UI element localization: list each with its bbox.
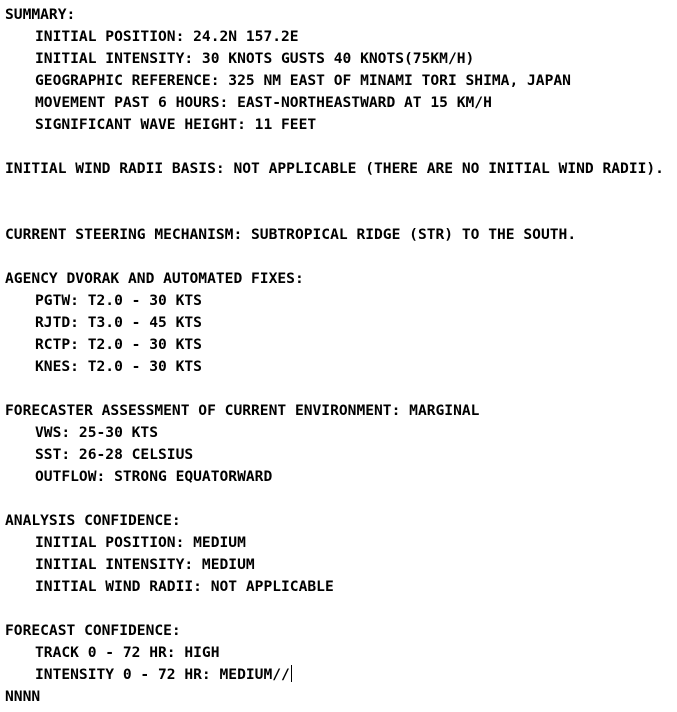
analysis-confidence-item: INITIAL INTENSITY: MEDIUM — [35, 556, 255, 573]
environment-heading: FORECASTER ASSESSMENT OF CURRENT ENVIRONMENT: MARGINAL — [5, 402, 480, 419]
geographic-reference: GEOGRAPHIC REFERENCE: 325 NM EAST OF MINAMI TORI SHIMA, JAPAN — [35, 72, 571, 89]
wave-height: SIGNIFICANT WAVE HEIGHT: 11 FEET — [35, 116, 317, 133]
environment-item: OUTFLOW: STRONG EQUATORWARD — [35, 468, 273, 485]
dvorak-fix: PGTW: T2.0 - 30 KTS — [35, 292, 202, 309]
dvorak-fix: RJTD: T3.0 - 45 KTS — [35, 314, 202, 331]
dvorak-fix: KNES: T2.0 - 30 KTS — [35, 358, 202, 375]
blank-line — [5, 246, 677, 268]
analysis-confidence-item: INITIAL POSITION: MEDIUM — [35, 534, 246, 551]
environment-item: VWS: 25-30 KTS — [35, 424, 159, 441]
environment-item: SST: 26-28 CELSIUS — [35, 446, 194, 463]
blank-line — [5, 378, 677, 400]
movement: MOVEMENT PAST 6 HOURS: EAST-NORTHEASTWARD AT 15 KM/H — [35, 94, 492, 111]
initial-intensity: INITIAL INTENSITY: 30 KNOTS GUSTS 40 KNOTS(75KM/H) — [35, 50, 475, 67]
dvorak-heading: AGENCY DVORAK AND AUTOMATED FIXES: — [5, 270, 304, 287]
forecast-intensity-confidence: INTENSITY 0 - 72 HR: MEDIUM// — [35, 666, 290, 683]
end-marker: NNNN — [5, 688, 41, 705]
summary-heading: SUMMARY: — [5, 6, 76, 23]
forecast-confidence-heading: FORECAST CONFIDENCE: — [5, 622, 181, 639]
steering-mechanism: CURRENT STEERING MECHANISM: SUBTROPICAL RIDGE (STR) TO THE SOUTH. — [5, 226, 577, 243]
analysis-confidence-heading: ANALYSIS CONFIDENCE: — [5, 512, 181, 529]
blank-line — [5, 488, 677, 510]
blank-line — [5, 136, 677, 158]
forecast-intensity-line — [5, 664, 677, 686]
forecast-track-confidence: TRACK 0 - 72 HR: HIGH — [35, 644, 220, 661]
initial-position: INITIAL POSITION: 24.2N 157.2E — [35, 28, 299, 45]
blank-line — [5, 202, 677, 224]
analysis-confidence-item: INITIAL WIND RADII: NOT APPLICABLE — [35, 578, 334, 595]
dvorak-fix: RCTP: T2.0 - 30 KTS — [35, 336, 202, 353]
wind-radii-basis: INITIAL WIND RADII BASIS: NOT APPLICABLE (THERE ARE NO INITIAL WIND RADII). — [5, 160, 664, 177]
bulletin-text[interactable] — [5, 4, 677, 708]
text-cursor — [291, 665, 292, 682]
blank-line — [5, 598, 677, 620]
